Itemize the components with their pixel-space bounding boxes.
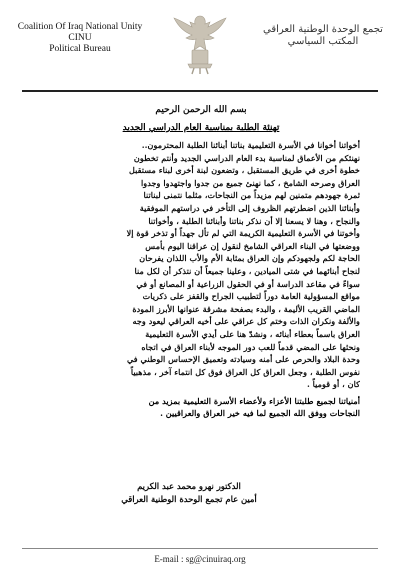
arabic-organization-block: [258, 24, 388, 48]
body-line: ونحثها على المضي قدماً للعب دور الموجه لأبناء العراق في اتجاه: [141, 341, 360, 352]
body-line: وحدة البلاد والحرص على أمنه وسيادته وتعميق الإحساس الوطني في: [126, 354, 360, 365]
body-line: الحاجة لكم ولجهودكم وإن العراق بمثابة الأم والأب اللذان يفرحان: [139, 253, 360, 264]
signatory-name: الدكتور نهرو محمد عبد الكريم: [137, 481, 241, 491]
header-divider: [22, 90, 378, 92]
body-line: ثمرة جهودهم متمنين لهم مزيداً من النجاحات، مثلما نتمنى لبناتنا: [143, 190, 360, 201]
signatory-position: أمين عام تجمع الوحدة الوطنية العراقي: [121, 494, 257, 504]
closing-line: النجاحات ووفق الله الجميع لما فيه خير العراق والعراقيين .: [160, 408, 360, 419]
body-paragraph: [42, 139, 360, 391]
body-line: نفوس الطلبة ، وجعل العراق كل العراق فوق كل انتماء آخر ، مذهبياً: [130, 366, 360, 377]
eagle-emblem-icon: [166, 6, 234, 78]
footer-email[interactable]: E-mail : sg@cinuiraq.org: [154, 554, 246, 564]
body-line: وأبنائنا الذين اضطرتهم الظروف إلى التأخر في دراستهم الموفقية: [139, 202, 360, 213]
org-acronym: CINU: [68, 33, 92, 43]
body-line: سواءً في مقاعد الدراسة أو في الحقول الزراعية أو المصانع أو في: [136, 278, 360, 289]
english-organization-block: [14, 22, 146, 55]
body-line: العراق باسماً بعطاء أبنائه ، ونشدّ هنا على أيدي الأسرة التعليمية: [145, 328, 360, 339]
signature-block: [84, 480, 294, 506]
body-line: كان ، أو قومياً .: [306, 379, 360, 390]
body-line: نهنئكم من الأعماق لمناسبة بدء العام الدراسي الجديد وأنتم تخطون: [133, 152, 360, 163]
closing-paragraph: [42, 395, 360, 420]
letter-body: [42, 104, 360, 420]
body-line: والنجاح ، وهنا لا يسعنا إلا أن نذكر بناتنا وأبنائنا الطلبة ، وأخواتنا: [148, 215, 360, 226]
body-line: خطوة أخرى في طريق المستقبل ، وتضعون لبنة أخرى لبناء مستقبل: [128, 165, 360, 176]
letterhead: [0, 0, 400, 92]
letter-title: تهنئة الطلبة بمناسبة العام الدراسي الجديد: [122, 123, 280, 133]
closing-line: أمنياتنا لجميع طلبتنا الأعزاء ولأعضاء الأسرة التعليمية بمزيد من: [148, 395, 360, 406]
body-line: ووضعتها في البناء العراقي الشامخ لنقول إن عراقنا اليوم بأمس: [145, 240, 360, 251]
org-bureau-en: Political Bureau: [49, 44, 111, 54]
body-line: مواقع المسؤولية العامة دوراً لتطبيب الجراح والقفز على ذكريات: [142, 291, 360, 302]
body-line: العراق وصرحه الشامخ ، كما نهنئ جميع من جدوا واجتهدوا وجدوا: [140, 177, 360, 188]
body-line: وأخوتنا في الأسرة التعليمية الكريمة التي لم تأل جهداً أو تذخر قوة إلا: [126, 228, 360, 239]
footer-divider: [22, 548, 378, 549]
org-bureau-ar: المكتب السياسي: [287, 36, 359, 47]
org-name-en: Coalition Of Iraq National Unity: [17, 22, 143, 32]
body-line: أخواتنا أخوانا في الأسرة التعليمية بناتنا أبنائنا الطلبة المحترمون..: [141, 140, 360, 150]
body-line: والألفة ونكران الذات وختم كل عراقي على أخيه العراقي ليعود وجه: [132, 316, 360, 327]
body-line: الماضي القريب الأليمة ، والبدء بصفحة مشرقة عنوانها الأبرز المودة: [132, 303, 360, 314]
org-name-ar: تجمع الوحدة الوطنية العراقي: [263, 24, 383, 35]
basmala: بسم الله الرحمن الرحيم: [155, 105, 247, 115]
body-line: لنجاح أبنائهما في شتى الميادين ، وعلينا جميعاً أن نتذكر أن لكل منا: [134, 265, 360, 276]
